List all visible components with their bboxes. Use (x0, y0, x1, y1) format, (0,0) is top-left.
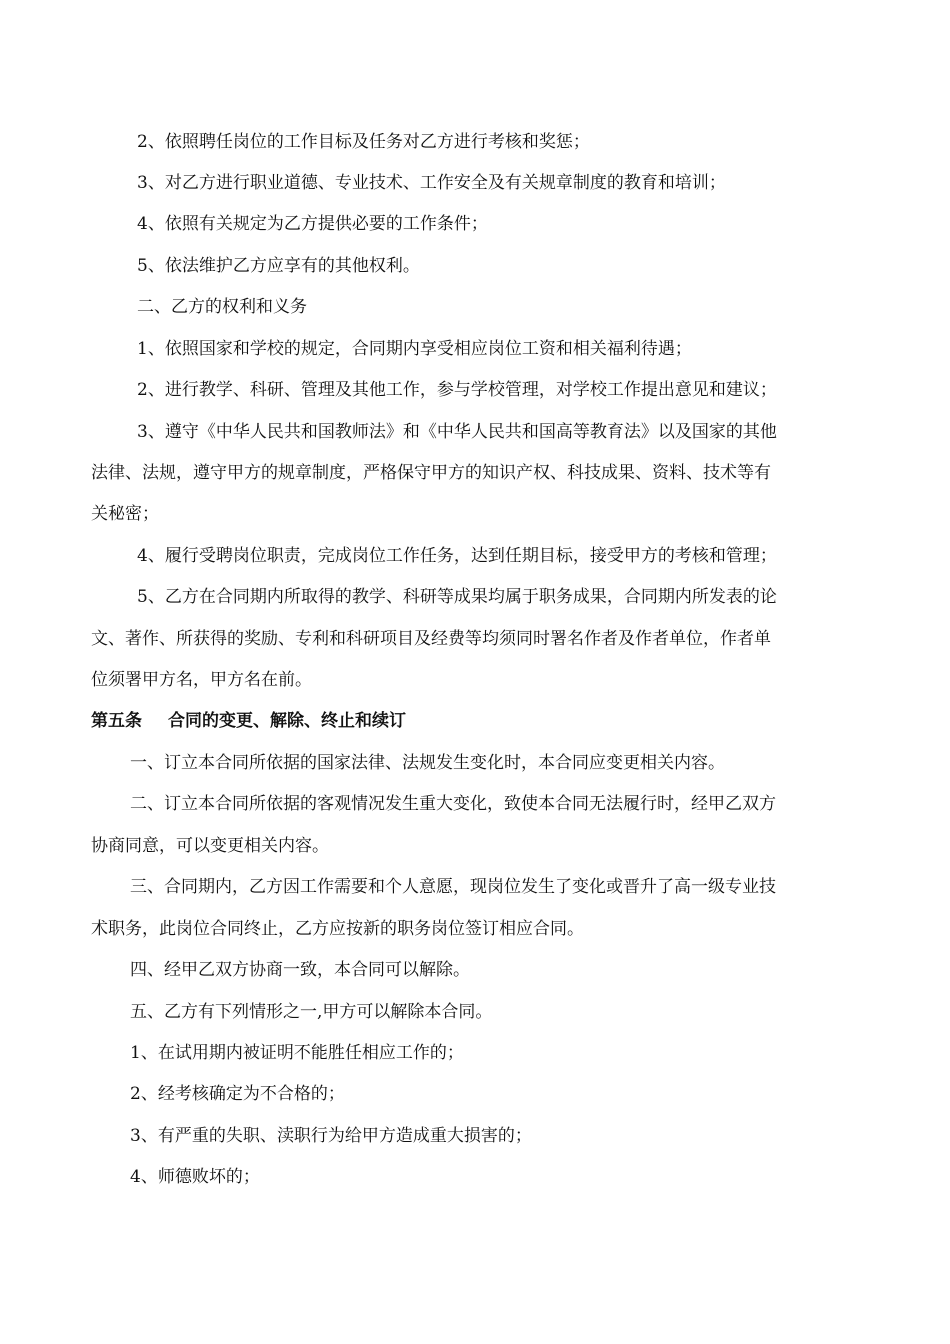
text-line: 5、依法维护乙方应享有的其他权利。 (137, 256, 420, 276)
section-subheading: 二、乙方的权利和义务 (137, 297, 307, 317)
article-title: 合同的变更、解除、终止和续订 (168, 711, 406, 731)
text-line: 4、师德败坏的； (130, 1167, 260, 1187)
text-line: 2、经考核确定为不合格的； (130, 1084, 345, 1104)
text-line: 三、合同期内，乙方因工作需要和个人意愿，现岗位发生了变化或晋升了高一级专业技 (130, 877, 776, 897)
text-line: 二、订立本合同所依据的客观情况发生重大变化，致使本合同无法履行时，经甲乙双方 (130, 794, 776, 814)
text-line: 4、依照有关规定为乙方提供必要的工作条件； (137, 214, 488, 234)
text-line: 3、对乙方进行职业道德、专业技术、工作安全及有关规章制度的教育和培训； (137, 173, 726, 193)
text-line: 法律、法规，遵守甲方的规章制度，严格保守甲方的知识产权、科技成果、资料、技术等有 (91, 463, 771, 483)
text-line: 位须署甲方名，甲方名在前。 (91, 670, 312, 690)
text-line: 1、依照国家和学校的规定，合同期内享受相应岗位工资和相关福利待遇； (137, 339, 692, 359)
text-line: 2、依照聘任岗位的工作目标及任务对乙方进行考核和奖惩； (137, 132, 590, 152)
text-line: 五、乙方有下列情形之一,甲方可以解除本合同。 (130, 1002, 493, 1022)
text-line: 3、有严重的失职、渎职行为给甲方造成重大损害的； (130, 1126, 532, 1146)
text-line: 关秘密； (91, 504, 159, 524)
article-heading (91, 709, 406, 733)
text-line: 4、履行受聘岗位职责，完成岗位工作任务，达到任期目标，接受甲方的考核和管理； (137, 546, 777, 566)
text-line: 文、著作、所获得的奖励、专利和科研项目及经费等均须同时署名作者及作者单位，作者单 (91, 629, 771, 649)
text-line: 四、经甲乙双方协商一致，本合同可以解除。 (130, 960, 470, 980)
text-line: 协商同意，可以变更相关内容。 (91, 836, 329, 856)
text-line: 1、在试用期内被证明不能胜任相应工作的； (130, 1043, 464, 1063)
text-line: 术职务，此岗位合同终止，乙方应按新的职务岗位签订相应合同。 (91, 919, 584, 939)
text-line: 3、遵守《中华人民共和国教师法》和《中华人民共和国高等教育法》以及国家的其他 (137, 422, 777, 442)
text-line: 2、进行教学、科研、管理及其他工作，参与学校管理，对学校工作提出意见和建议； (137, 380, 777, 400)
article-number: 第五条 (91, 711, 142, 731)
text-line: 一、订立本合同所依据的国家法律、法规发生变化时，本合同应变更相关内容。 (130, 753, 725, 773)
text-line: 5、乙方在合同期内所取得的教学、科研等成果均属于职务成果，合同期内所发表的论 (137, 587, 777, 607)
